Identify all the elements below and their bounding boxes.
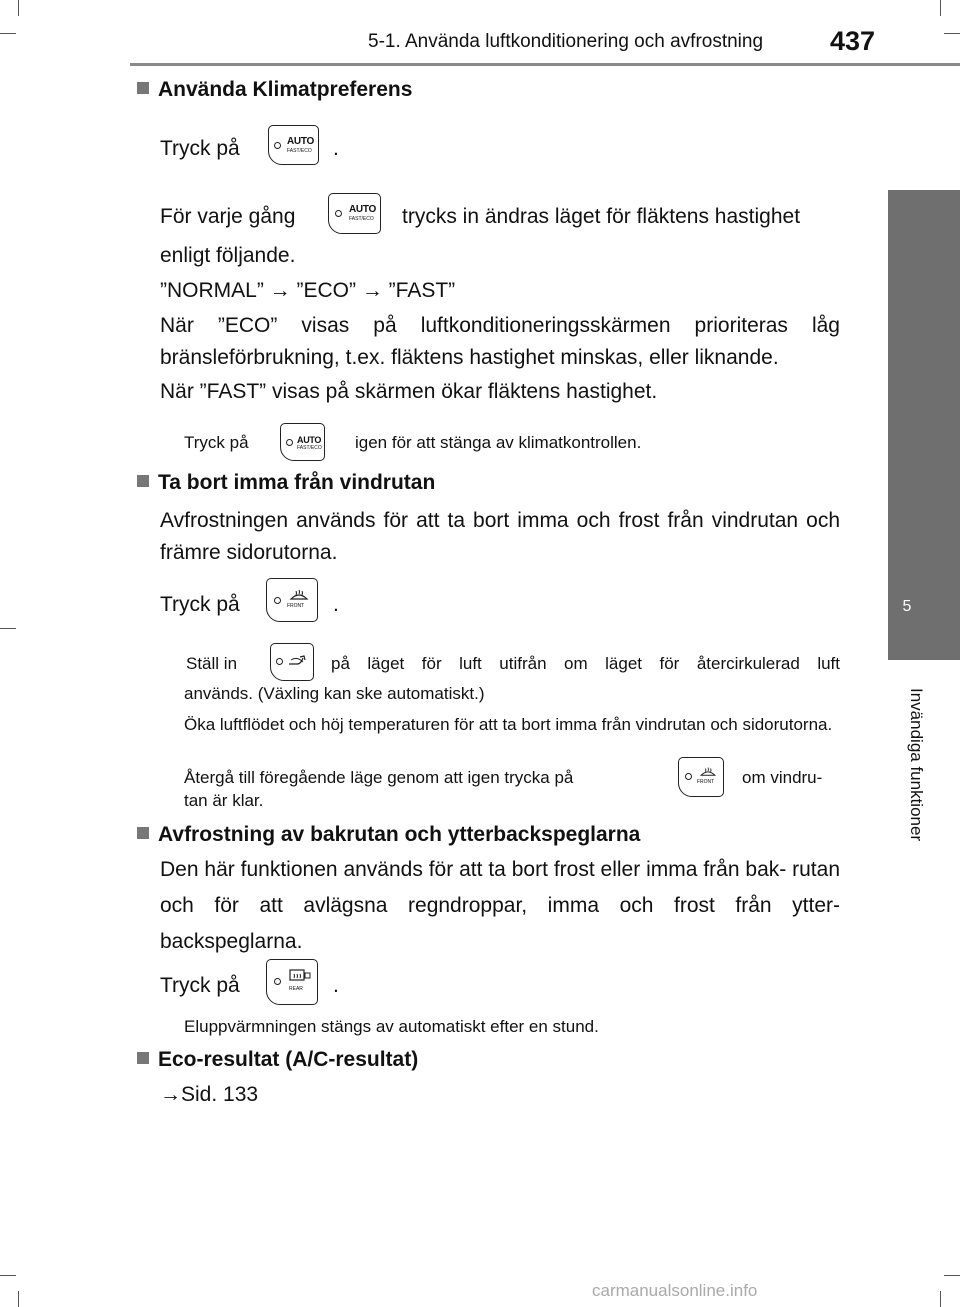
section-bullet-icon — [137, 1052, 149, 1064]
indicator-led — [276, 658, 283, 665]
indicator-led — [335, 210, 342, 217]
note1-prefix: Ställ in — [186, 654, 238, 673]
section-bullet-icon — [137, 827, 149, 839]
note-prefix: Tryck på — [184, 433, 249, 452]
press-prefix: Tryck på — [160, 974, 240, 997]
chapter-number: 5 — [902, 598, 912, 615]
front-defroster-button-icon — [678, 757, 724, 797]
rear-label: REAR — [289, 986, 303, 992]
fast-eco-label: FAST/ECO — [297, 445, 322, 451]
section-bullet-icon — [137, 475, 149, 487]
section-heading-rear-defroster: Avfrostning av bakrutan och ytterbackspeglarna — [137, 823, 640, 847]
each-time-prefix: För varje gång — [160, 205, 296, 228]
section-heading-climate-preference: Använda Klimatpreferens — [137, 78, 412, 102]
note1-suffix: på läget för luft utifrån om läget för återcirkulerad luft — [331, 654, 840, 673]
watermark: carmanualsonline.info — [592, 1281, 758, 1300]
auto-button-icon — [268, 125, 319, 165]
note-auto-off: Eluppvärmningen stängs av automatiskt efter en stund. — [184, 1017, 599, 1036]
indicator-led — [685, 773, 692, 780]
auto-label: AUTO — [297, 435, 322, 445]
crop-mark — [18, 1291, 19, 1307]
press-prefix: Tryck på — [160, 137, 240, 160]
auto-label: AUTO — [349, 204, 376, 215]
crop-mark — [0, 1275, 16, 1276]
auto-button-icon — [328, 193, 381, 234]
each-time-suffix: trycks in ändras läget för fläktens hastighet — [402, 205, 801, 228]
chapter-side-tab — [888, 190, 960, 660]
crop-mark — [0, 33, 16, 34]
rear-window-defrost-icon — [289, 968, 311, 982]
auto-button-icon — [280, 423, 325, 461]
rear-defroster-description: Den här funktionen används för att ta bort frost eller imma från bak- rutan och för att avlägsna regndroppar, imma och frost från ytter- backspeglarna. — [160, 858, 840, 953]
note1-continuation: används. (Växling kan ske automatiskt.) — [184, 684, 485, 703]
section-heading-windshield: Ta bort imma från vindrutan — [137, 471, 435, 495]
front-defroster-button-icon — [266, 578, 318, 622]
section-bullet-icon — [137, 82, 149, 94]
crop-mark — [944, 1275, 960, 1276]
eco-description: När ”ECO” visas på luftkonditioneringsskärmen prioriteras låg bränsleförbrukning, t.ex. fläktens hastighet minskas, eller liknande. — [160, 314, 840, 369]
windshield-defrost-icon — [699, 765, 717, 777]
chapter-label: Invändiga funktioner — [907, 688, 926, 842]
crop-mark — [944, 33, 960, 34]
fast-description: När ”FAST” visas på skärmen ökar fläktens hastighet. — [160, 380, 658, 403]
press-suffix: . — [333, 593, 339, 616]
note3-continuation: tan är klar. — [184, 791, 264, 810]
outside-air-icon — [287, 653, 309, 667]
note3-prefix: Återgå till föregående läge genom att igen trycka på — [184, 768, 574, 787]
note3-suffix: om vindru- — [742, 768, 823, 787]
crop-mark — [940, 0, 941, 16]
fast-eco-label: FAST/ECO — [349, 216, 374, 222]
press-suffix: . — [333, 974, 339, 997]
rear-defroster-button-icon — [266, 959, 318, 1005]
indicator-led — [274, 978, 281, 985]
crop-mark — [940, 1291, 941, 1307]
press-prefix: Tryck på — [160, 593, 240, 616]
note-airflow: Öka luftflödet och höj temperaturen för att ta bort imma från vindrutan och sidorutorna. — [184, 715, 833, 734]
fast-eco-label: FAST/ECO — [287, 148, 312, 154]
defrost-description: Avfrostningen används för att ta bort imma och frost från vindrutan och främre sidorutorna. — [160, 509, 840, 564]
page-reference-link[interactable]: →Sid. 133 — [160, 1083, 259, 1106]
air-intake-button-icon — [270, 643, 314, 681]
header-rule — [130, 63, 960, 66]
windshield-defrost-icon — [289, 587, 309, 601]
indicator-led — [286, 439, 293, 446]
each-time-continuation: enligt följande. — [160, 244, 296, 267]
note-suffix: igen för att stänga av klimatkontrollen. — [355, 433, 642, 452]
chapter-title: 5-1. Använda luftkonditionering och avfrostning — [368, 31, 764, 52]
crop-mark — [18, 0, 19, 16]
section-heading-eco-result: Eco-resultat (A/C-resultat) — [137, 1048, 418, 1072]
indicator-led — [274, 142, 281, 149]
front-label: FRONT — [287, 603, 305, 609]
auto-label: AUTO — [287, 136, 314, 147]
page-number: 437 — [830, 26, 876, 56]
press-suffix: . — [333, 137, 339, 160]
indicator-led — [274, 597, 281, 604]
crop-mark — [0, 628, 16, 629]
front-label: FRONT — [697, 779, 715, 785]
mode-sequence: ”NORMAL” → ”ECO” → ”FAST” — [160, 279, 456, 302]
